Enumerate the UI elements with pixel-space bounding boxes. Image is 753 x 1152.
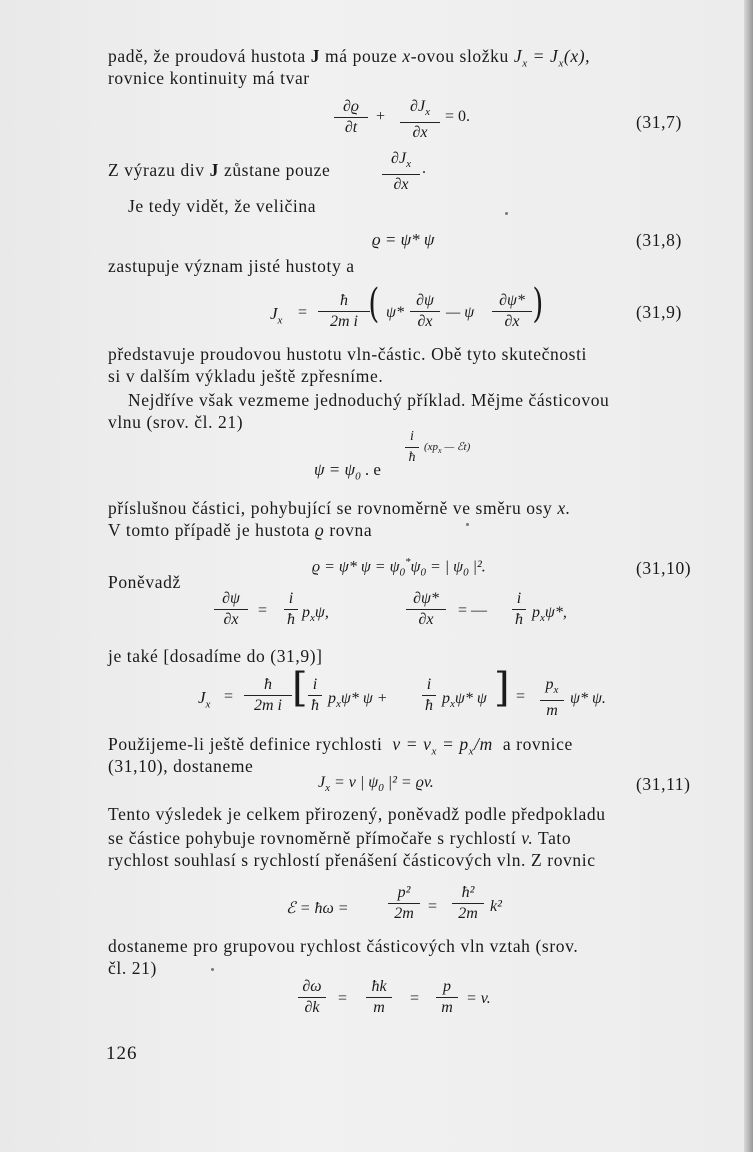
fraction-bar	[214, 609, 248, 610]
numerator	[400, 98, 440, 121]
denominator: 2m i	[330, 313, 358, 330]
text-line-16: Tento výsledek je celkem přirozený, poněvadž podle předpokladu	[108, 804, 606, 824]
text-line-11	[108, 520, 372, 540]
fraction-bar	[512, 609, 526, 610]
numerator: ∂ψ	[222, 590, 240, 607]
subscript: x	[431, 745, 437, 758]
minus-psi: — ψ	[446, 304, 475, 321]
fraction-i-hbar	[422, 676, 436, 715]
psistar-psi: ψ* ψ.	[570, 690, 606, 707]
math-x: x.	[557, 498, 571, 518]
math-p: = p	[441, 734, 469, 754]
text-line-8: Nejdříve však vezmeme jednoduchý příklad. Mějme částicovou	[128, 390, 610, 410]
numerator: p	[443, 978, 451, 995]
numerator: ∂ω	[302, 978, 322, 995]
eq-part: = v | ψ	[334, 774, 379, 791]
denominator: m	[546, 702, 558, 720]
math-m: /m	[474, 734, 493, 754]
fraction-hbar-2mi	[244, 676, 292, 715]
subscript: x	[468, 745, 475, 758]
text-line-7: si v dalším výkladu ještě zpřesníme.	[108, 366, 384, 386]
numerator: ħ	[340, 292, 348, 309]
subscript: x	[450, 698, 455, 711]
text-line-2: rovnice kontinuity má tvar	[108, 68, 310, 88]
text-line-19: dostaneme pro grupovou rychlost částicových vln vztah (srov.	[108, 936, 579, 956]
denominator: ∂x	[393, 176, 409, 194]
exp-part: — ℰt)	[444, 441, 471, 453]
equals-sign: =	[338, 990, 348, 1007]
equation-label-31-7: (31,7)	[636, 112, 682, 132]
numerator: i	[410, 429, 414, 444]
print-speck	[505, 212, 508, 215]
print-speck	[211, 968, 214, 971]
equation-label-31-8: (31,8)	[636, 230, 682, 250]
subscript: x	[336, 698, 341, 711]
vector-j: J	[209, 160, 219, 180]
symbol: J	[270, 304, 278, 323]
subscript: 0	[355, 470, 361, 483]
plus-sign: +	[376, 108, 386, 125]
text-line-4: Je tedy vidět, že veličina	[128, 196, 317, 216]
jx-lhs	[270, 304, 282, 326]
equals-sign: =	[258, 602, 268, 619]
numerator: ∂ψ	[416, 292, 434, 309]
text-line-5: zastupuje význam jisté hustoty a	[108, 256, 355, 276]
denominator: 2m	[394, 905, 414, 922]
text-line-13: je také [dosadíme do (31,9)]	[108, 646, 323, 666]
math-arg: (x),	[563, 46, 591, 66]
denominator: ħ	[425, 697, 433, 714]
equals-sign: =	[410, 990, 420, 1007]
text-segment: rovna	[329, 520, 373, 540]
subscript: x	[522, 57, 528, 70]
jx-lhs	[198, 688, 210, 710]
equation-label-31-9: (31,9)	[636, 302, 682, 322]
text-line-15: (31,10), dostaneme	[108, 756, 254, 776]
numerator: ħ	[264, 676, 272, 693]
text-line-6: představuje proudovou hustotu vln-částic. Obě tyto skutečnosti	[108, 344, 587, 364]
fraction-bar	[400, 122, 440, 123]
text-line-9: vlnu (srov. čl. 21)	[108, 412, 244, 432]
math-v: v = v	[392, 734, 432, 754]
text-segment: zůstane pouze	[223, 160, 331, 180]
psi-star: ψ*	[386, 304, 404, 321]
denominator: ħ	[515, 611, 523, 628]
subscript: x	[277, 314, 283, 327]
denominator: ħ	[408, 450, 416, 465]
symbol: J	[198, 688, 206, 707]
subscript: 0	[463, 566, 469, 579]
eq-part: |².	[472, 558, 486, 576]
text-line-18: rychlost souhlasí s rychlostí přenášení částicových vln. Z rovnic	[108, 850, 596, 870]
equals-sign: =	[224, 688, 234, 705]
symbol: p	[328, 690, 336, 707]
fraction-bar	[366, 997, 392, 998]
numerator: i	[516, 590, 522, 607]
symbol: p	[442, 690, 450, 707]
fraction-djx-dx	[400, 98, 440, 142]
text-line-10	[108, 498, 571, 518]
subscript: x	[310, 612, 315, 625]
text-segment: V tomto případě je hustota	[108, 520, 310, 540]
page-number: 126	[106, 1043, 138, 1064]
fraction-hbar-2mi	[318, 292, 370, 331]
numerator: i	[312, 676, 318, 693]
subscript: x	[540, 612, 545, 625]
denominator: ∂k	[304, 999, 320, 1016]
fraction-dpsi-dx	[214, 590, 248, 629]
fraction-bar	[334, 117, 368, 118]
fraction-bar	[436, 997, 458, 998]
math-eq: = J	[532, 46, 559, 66]
math-rho: ϱ	[314, 520, 325, 540]
fraction-i-hbar	[308, 676, 322, 715]
text-segment: Použijeme-li ještě definice rychlosti	[108, 734, 383, 754]
fraction-bar	[308, 695, 322, 696]
fraction-bar	[388, 903, 420, 904]
num-text: ∂J	[391, 150, 407, 167]
fraction-drho-dt	[334, 98, 368, 137]
text-segment: padě, že proudová hustota	[108, 46, 306, 66]
numerator: ∂ϱ	[342, 98, 360, 115]
exp-e: . e	[364, 460, 381, 479]
fraction-dpsistar-dx	[406, 590, 446, 629]
math-jx: J	[513, 46, 523, 66]
text-line-17	[108, 828, 571, 848]
subscript: x	[558, 57, 564, 70]
equals-sign: =	[428, 898, 438, 915]
print-speck	[466, 523, 469, 526]
denominator: ∂x	[417, 313, 433, 330]
equation-rhs: = 0.	[445, 108, 471, 125]
fraction-bar	[492, 311, 532, 312]
numerator: ∂ψ*	[413, 590, 439, 607]
fraction-domega-dk	[298, 978, 326, 1017]
numerator	[540, 676, 564, 699]
fraction-dpsistar-dx	[492, 292, 532, 331]
fraction-p2-2m	[388, 884, 420, 923]
text-segment: -ovou složku	[410, 46, 509, 66]
subscript: 0	[399, 566, 406, 579]
symbol: ψ* ψ	[454, 690, 487, 707]
text-segment: Z výrazu div	[108, 160, 205, 180]
numerator: i	[288, 590, 294, 607]
subscript: x	[325, 782, 330, 795]
num-text: ∂J	[410, 98, 426, 115]
fraction-bar	[318, 311, 370, 312]
equation-label-31-10: (31,10)	[636, 558, 692, 578]
fraction-hbar2-2m	[452, 884, 484, 923]
fraction-bar	[410, 311, 440, 312]
page-edge-shadow	[744, 0, 753, 1152]
denominator: ħ	[287, 611, 295, 628]
numerator: i	[426, 676, 432, 693]
text-segment: Tato	[538, 828, 572, 848]
inline-period: .	[422, 160, 426, 177]
equals-v: = v.	[466, 990, 491, 1007]
num-text: p	[545, 676, 554, 693]
fraction-bar	[382, 174, 420, 175]
k-squared: k²	[490, 898, 502, 915]
numerator: ħ²	[461, 884, 475, 901]
numerator	[382, 150, 420, 173]
left-bracket: [	[292, 665, 308, 711]
fraction-i-hbar	[512, 590, 526, 629]
subscript: x	[425, 106, 430, 119]
energy-lhs: ℰ = ħω =	[286, 900, 349, 917]
symbol: ψ*,	[544, 604, 567, 621]
symbol: p	[302, 604, 310, 621]
fraction-hbark-m	[366, 978, 392, 1017]
denominator: m	[441, 999, 453, 1016]
text-line-3	[108, 160, 330, 180]
fraction-bar	[405, 447, 419, 448]
fraction-bar	[422, 695, 436, 696]
denominator: ∂x	[412, 124, 428, 142]
equation-31-8: ϱ = ψ* ψ	[372, 230, 435, 249]
text-line-20: čl. 21)	[108, 958, 157, 978]
denominator: ∂x	[418, 611, 434, 628]
symbol: ψ* ψ +	[340, 690, 388, 707]
denominator: 2m i	[254, 697, 282, 714]
fraction-bar	[284, 609, 298, 610]
denominator: ∂x	[223, 611, 239, 628]
fraction-bar	[406, 609, 446, 610]
math-v: v.	[521, 828, 534, 848]
subscript: x	[406, 158, 411, 171]
subscript: x	[438, 446, 442, 456]
exponent-argument	[424, 440, 470, 455]
vector-j: J	[310, 46, 321, 66]
symbol: ψ,	[314, 604, 329, 621]
equals-sign: =	[298, 304, 308, 321]
equals-sign: =	[516, 688, 526, 705]
fraction-bar	[244, 695, 292, 696]
math-x: x	[402, 46, 411, 66]
text-segment: a rovnice	[502, 734, 573, 754]
inline-fraction-djx-dx	[382, 150, 420, 194]
subscript: x	[205, 698, 211, 711]
fraction-bar	[540, 700, 564, 701]
text-line-12: Poněvadž	[108, 572, 181, 592]
fraction-bar	[298, 997, 326, 998]
subscript: x	[553, 684, 559, 697]
numerator: ∂ψ*	[499, 292, 525, 309]
denominator: ħ	[311, 697, 319, 714]
exp-part: (xp	[424, 441, 439, 453]
denominator: ∂x	[504, 313, 520, 330]
subscript: 0	[378, 782, 384, 795]
numerator: ħk	[371, 978, 387, 995]
superscript: *	[405, 556, 411, 568]
text-segment: se částice pohybuje rovnoměrně přímočaře s rychlostí	[108, 828, 517, 848]
exp-fraction-i-hbar	[405, 428, 419, 467]
eq-part: ϱ = ψ* ψ = ψ	[312, 558, 400, 576]
denominator: m	[373, 999, 385, 1016]
right-bracket: ]	[494, 665, 510, 711]
left-paren: (	[368, 281, 380, 327]
symbol: p	[532, 604, 540, 621]
text-segment: příslušnou částici, pohybující se rovnoměrně ve směru osy	[108, 498, 553, 518]
equation-31-11	[318, 774, 434, 794]
eq-part: |² = ϱv.	[387, 774, 434, 791]
right-paren: )	[532, 281, 544, 327]
wave-function	[314, 460, 381, 482]
term-2	[442, 690, 487, 710]
text-segment: má pouze	[325, 46, 398, 66]
subscript: 0	[420, 566, 426, 579]
fraction-bar	[452, 903, 484, 904]
equation-31-10	[312, 556, 486, 579]
fraction-dpsi-dx	[410, 292, 440, 331]
fraction-p-m	[436, 978, 458, 1017]
denominator: ∂t	[344, 119, 358, 136]
symbol: ψ = ψ	[314, 460, 356, 479]
term-1	[328, 690, 388, 710]
fraction-px-m	[540, 676, 564, 720]
equation-label-31-11: (31,11)	[636, 774, 691, 794]
numerator: p²	[397, 884, 411, 901]
eq-part: J	[318, 774, 326, 791]
px-psi	[302, 604, 329, 624]
eq-part: ψ	[410, 558, 421, 576]
denominator: 2m	[458, 905, 478, 922]
eq-part: = | ψ	[429, 558, 464, 576]
equals-minus: = —	[458, 602, 488, 619]
fraction-i-hbar	[284, 590, 298, 629]
px-psistar	[532, 604, 567, 624]
